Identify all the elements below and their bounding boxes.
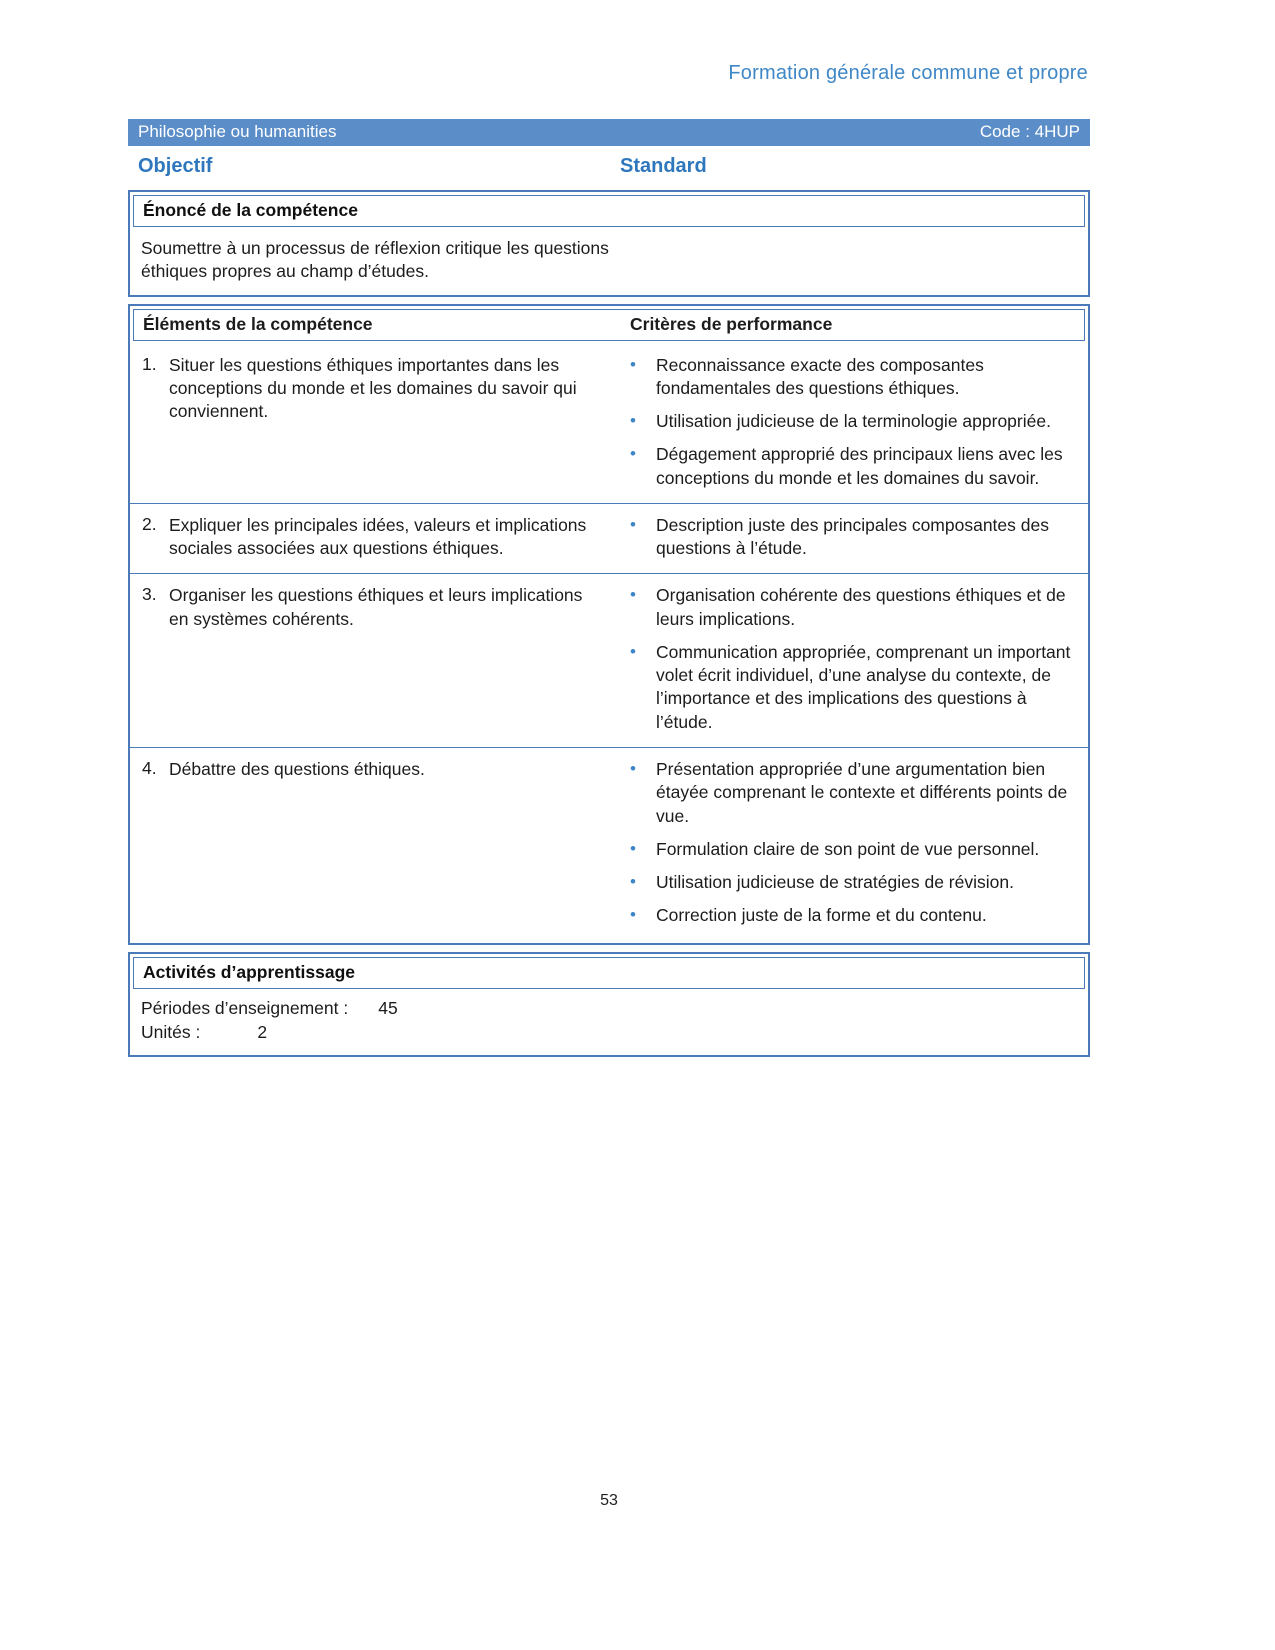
criteria-text: Communication appropriée, comprenant un important volet écrit individuel, d’une analyse du contexte, de l’importance et des implications des questions à l’étude. [656, 641, 1071, 732]
criteria-text: Organisation cohérente des questions éthiques et de leurs implications. [656, 585, 1066, 629]
criteria-item [630, 443, 1072, 490]
activites-section [128, 952, 1090, 1057]
element-number: 1. [142, 353, 157, 374]
criteria-cell [622, 584, 1088, 734]
element-cell [142, 584, 622, 734]
table-row [130, 503, 1088, 574]
table-row [130, 747, 1088, 941]
bullet-icon: • [630, 905, 636, 925]
periodes-line [141, 998, 1077, 1019]
criteria-item [630, 354, 1072, 401]
bullet-icon: • [630, 444, 636, 464]
criteria-item [630, 641, 1072, 734]
enonce-header: Énoncé de la compétence [133, 195, 1085, 227]
criteria-text: Reconnaissance exacte des composantes fondamentales des questions éthiques. [656, 354, 984, 398]
criteria-item [630, 514, 1072, 561]
element-cell [142, 354, 622, 490]
bullet-icon: • [630, 872, 636, 892]
unites-label: Unités : [141, 1021, 201, 1042]
element-text: Organiser les questions éthiques et leurs implications en systèmes cohérents. [169, 585, 583, 629]
bullet-icon: • [630, 411, 636, 431]
enonce-section [128, 190, 1090, 297]
objectif-title: Objectif [138, 155, 213, 177]
criteria-cell [622, 758, 1088, 928]
criteria-item [630, 871, 1072, 894]
objectif-standard-row [128, 155, 1090, 183]
criteria-text: Correction juste de la forme et du contenu. [656, 905, 987, 926]
document-section-header: Formation générale commune et propre [728, 62, 1088, 84]
element-cell [142, 514, 622, 561]
element-number: 2. [142, 513, 157, 534]
table-body [130, 344, 1088, 943]
enonce-text: Soumettre à un processus de réflexion critique les questions éthiques propres au champ d’études. [141, 238, 609, 282]
course-banner [128, 119, 1090, 146]
bullet-icon: • [630, 641, 636, 661]
unites-value: 2 [257, 1021, 268, 1042]
criteria-cell [622, 514, 1088, 561]
bullet-icon: • [630, 514, 636, 534]
bullet-icon: • [630, 585, 636, 605]
criteria-text: Formulation claire de son point de vue personnel. [656, 838, 1040, 859]
course-discipline: Philosophie ou humanities [138, 122, 337, 141]
bullet-icon: • [630, 758, 636, 778]
elements-column-header: Éléments de la compétence [143, 313, 373, 334]
activites-body [130, 992, 1088, 1055]
table-header-row [133, 309, 1085, 341]
criteria-text: Utilisation judicieuse de stratégies de révision. [656, 872, 1014, 893]
criteria-item [630, 838, 1072, 861]
periodes-label: Périodes d’enseignement : [141, 997, 349, 1018]
course-code: Code : 4HUP [979, 122, 1080, 141]
activites-header: Activités d’apprentissage [133, 957, 1085, 989]
criteria-text: Dégagement approprié des principaux liens avec les conceptions du monde et les domaines du savoir. [656, 444, 1063, 488]
criteria-text: Description juste des principales composantes des questions à l’étude. [656, 514, 1049, 559]
criteres-column-header: Critères de performance [630, 313, 833, 334]
criteria-item [630, 410, 1072, 433]
criteria-item [630, 758, 1072, 828]
element-text: Expliquer les principales idées, valeurs et implications sociales associées aux questions éthiques. [169, 514, 587, 559]
element-number: 4. [142, 757, 157, 778]
criteria-item [630, 584, 1072, 631]
document-content [128, 0, 1090, 1057]
criteria-text: Utilisation judicieuse de la terminologie appropriée. [656, 411, 1051, 432]
page-number: 53 [600, 1492, 618, 1509]
table-row [130, 344, 1088, 503]
standard-title: Standard [620, 155, 707, 177]
table-row [130, 573, 1088, 747]
bullet-icon: • [630, 838, 636, 858]
element-number: 3. [142, 584, 157, 605]
competence-table [128, 304, 1090, 945]
periodes-value: 45 [378, 997, 398, 1018]
criteria-text: Présentation appropriée d’une argumentation bien étayée comprenant le contexte et différents points de vue. [656, 758, 1068, 826]
unites-line [141, 1022, 1077, 1043]
element-cell [142, 758, 622, 928]
criteria-cell [622, 354, 1088, 490]
criteria-item [630, 904, 1072, 927]
element-text: Situer les questions éthiques importantes dans les conceptions du monde et les domaines du savoir qui conviennent. [169, 354, 577, 422]
bullet-icon: • [630, 354, 636, 374]
element-text: Débattre des questions éthiques. [169, 758, 425, 779]
